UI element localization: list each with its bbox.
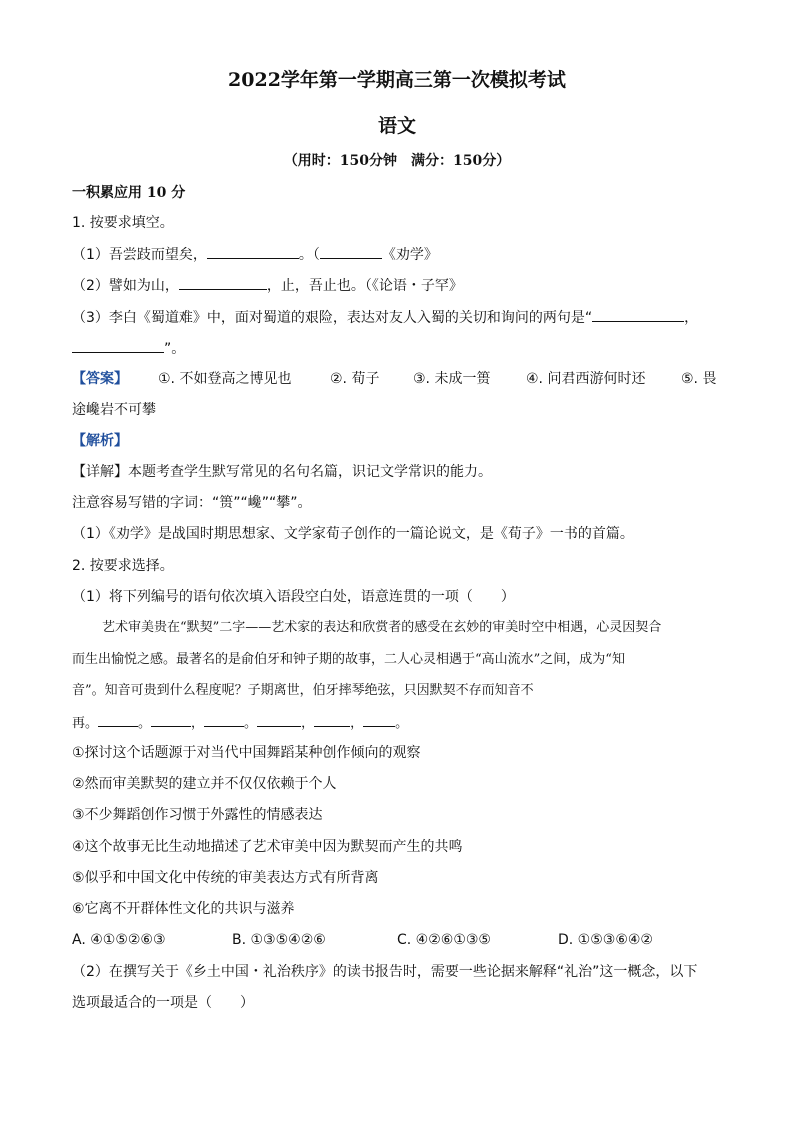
detail-tag: 【详解】 — [72, 464, 128, 480]
analysis-detail — [72, 462, 492, 482]
punct: 。 — [138, 716, 152, 731]
answer-blank[interactable] — [98, 712, 138, 727]
q1-part1-text-c: 《劝学》 — [381, 247, 438, 263]
statement: ⑥它离不开群体性文化的共识与滋养 — [72, 901, 295, 917]
q1-part2-text-a: （2）譬如为山， — [72, 278, 179, 294]
answer-blank[interactable] — [257, 712, 301, 727]
q1-part1-text-b: 。（ — [298, 247, 320, 263]
passage-blanks-line — [72, 712, 408, 734]
passage-text: 再。 — [72, 716, 99, 731]
question-1-prompt: 1. 按要求填空。 — [72, 215, 174, 231]
section-heading: 一积累应用 10 分 — [72, 185, 186, 201]
answer-item: ③. 未成一篑 — [413, 371, 491, 387]
punct: 。 — [244, 716, 258, 731]
q1-part1-text-a: （1）吾尝跂而望矣， — [72, 247, 207, 263]
answer-item: ④. 问君西游何时还 — [526, 371, 646, 387]
answer-blank[interactable] — [207, 244, 299, 259]
question-1-part-3-cont — [72, 338, 185, 359]
choice-option-a[interactable]: A. ④①⑤②⑥③ — [72, 932, 166, 948]
choice-option-c[interactable]: C. ④②⑥①③⑤ — [397, 932, 491, 948]
choice-option-b[interactable]: B. ①③⑤④②⑥ — [232, 932, 326, 948]
question-2-sub-2-cont: 选项最适合的一项是（ ） — [72, 995, 254, 1011]
passage-line: 音”。知音可贵到什么程度呢？子期离世，伯牙摔琴绝弦，只因默契不存而知音不 — [72, 683, 534, 698]
answer-blank[interactable] — [179, 275, 267, 290]
answer-blank[interactable] — [363, 712, 395, 727]
q1-part3-text-c: ”。 — [164, 341, 186, 357]
exam-subject: 语文 — [377, 115, 416, 137]
q1-part3-text-b: ， — [684, 310, 699, 326]
choice-option-d[interactable]: D. ①⑤③⑥④② — [558, 932, 653, 948]
statement: ③不少舞蹈创作习惯于外露性的情感表达 — [72, 807, 323, 823]
question-1-part-3 — [72, 307, 698, 328]
answer-blank[interactable] — [592, 307, 684, 322]
answer-blank[interactable] — [204, 712, 244, 727]
answer-blank[interactable] — [320, 244, 382, 259]
question-1-part-1 — [72, 244, 438, 265]
question-2-sub-2: （2）在撰写关于《乡土中国・礼治秩序》的读书报告时，需要一些论据来解释“礼治”这一概念，以下 — [72, 964, 698, 980]
punct: ， — [191, 716, 205, 731]
statement: ①探讨这个话题源于对当代中国舞蹈某种创作倾向的观察 — [72, 745, 421, 761]
punct: ， — [301, 716, 315, 731]
statement: ⑤似乎和中国文化中传统的审美表达方式有所背离 — [72, 870, 379, 886]
analysis-note: 注意容易写错的字词：“篑”“巉”“攀”。 — [72, 495, 312, 511]
answer-blank[interactable] — [72, 338, 164, 353]
answer-tag: 【答案】 — [72, 371, 128, 387]
punct: 。 — [395, 716, 409, 731]
q1-part3-text-a: （3）李白《蜀道难》中，面对蜀道的艰险，表达对友人入蜀的关切和询问的两句是“ — [72, 310, 593, 326]
statement: ④这个故事无比生动地描述了艺术审美中因为默契而产生的共鸣 — [72, 839, 463, 855]
exam-title: 2022学年第一学期高三第一次模拟考试 — [228, 69, 566, 91]
passage-line: 而生出愉悦之感。最著名的是俞伯牙和钟子期的故事，二人心灵相遇于“高山流水”之间，成为“知 — [72, 652, 625, 667]
answer-item: ②. 荀子 — [330, 371, 380, 387]
question-1-part-2 — [72, 275, 463, 296]
question-2-prompt: 2. 按要求选择。 — [72, 558, 174, 574]
q1-part2-text-b: ，止，吾止也。（《论语・子罕》 — [266, 278, 463, 294]
question-2-sub-1: （1）将下列编号的语句依次填入语段空白处，语意连贯的一项（ ） — [72, 589, 515, 605]
analysis-extra: （1）《劝学》是战国时期思想家、文学家荀子创作的一篇论说文，是《荀子》一书的首篇。 — [72, 526, 634, 542]
answer-blank[interactable] — [314, 712, 350, 727]
passage-line: 艺术审美贵在“默契”二字——艺术家的表达和欣赏者的感受在玄妙的审美时空中相遇，心灵因契合 — [102, 620, 662, 635]
punct: ， — [350, 716, 364, 731]
analysis-tag: 【解析】 — [72, 433, 128, 449]
answer-item: ①. 不如登高之博见也 — [158, 371, 292, 387]
statement: ②然而审美默契的建立并不仅仅依赖于个人 — [72, 776, 337, 792]
answer-continuation: 途巉岩不可攀 — [72, 402, 156, 418]
answer-item: ⑤. 畏 — [681, 371, 717, 387]
exam-meta: （用时：150分钟 满分：150分） — [283, 153, 511, 169]
detail-text: 本题考查学生默写常见的名句名篇，识记文学常识的能力。 — [128, 464, 492, 480]
answer-blank[interactable] — [151, 712, 191, 727]
